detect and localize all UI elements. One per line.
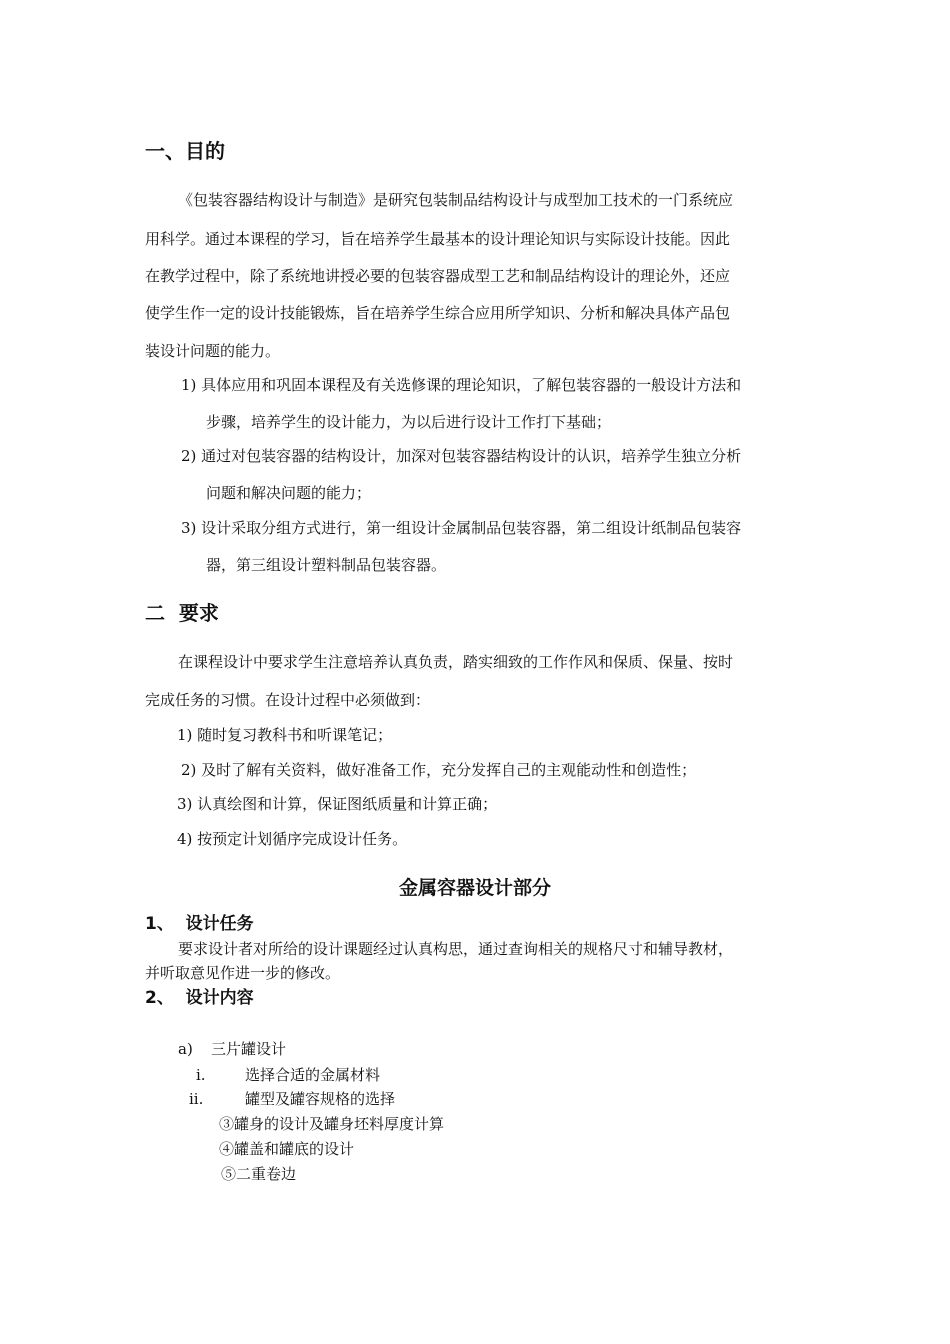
- list-item: 1) 具体应用和巩固本课程及有关选修课的理论知识，了解包装容器的一般设计方法和: [181, 376, 742, 394]
- list-item: 2) 及时了解有关资料，做好准备工作，充分发挥自己的主观能动性和创造性；: [181, 761, 697, 779]
- paragraph-line: 并听取意见作进一步的修改。: [145, 964, 341, 982]
- outline-item-a: 三片罐设计: [211, 1040, 287, 1058]
- list-item-continuation: 器，第三组设计塑料制品包装容器。: [206, 556, 447, 574]
- outline-item-i: 选择合适的金属材料: [245, 1066, 381, 1084]
- section-heading-purpose: 一、目的: [145, 139, 225, 163]
- design-task-heading: 1、 设计任务: [145, 914, 254, 934]
- outline-marker-i: i.: [196, 1066, 206, 1084]
- outline-subitem: ⑤二重卷边: [221, 1165, 297, 1183]
- list-item: 3) 设计采取分组方式进行，第一组设计金属制品包装容器，第二组设计纸制品包装容: [181, 519, 742, 537]
- list-item: 1) 随时复习教科书和听课笔记；: [177, 726, 393, 744]
- outline-marker-a: a): [178, 1040, 193, 1058]
- outline-item-ii: 罐型及罐容规格的选择: [245, 1090, 396, 1108]
- outline-marker-ii: ii.: [189, 1090, 204, 1108]
- paragraph-line: 在教学过程中，除了系统地讲授必要的包装容器成型工艺和制品结构设计的理论外，还应: [145, 267, 731, 285]
- paragraph-line: 装设计问题的能力。: [145, 342, 281, 360]
- paragraph-line: 要求设计者对所给的设计课题经过认真构思，通过查询相关的规格尺寸和辅导教材，: [178, 940, 734, 958]
- paragraph-line: 使学生作一定的设计技能锻炼，旨在培养学生综合应用所学知识、分析和解决具体产品包: [145, 304, 731, 322]
- paragraph-line: 用科学。通过本课程的学习，旨在培养学生最基本的设计理论知识与实际设计技能。因此: [145, 230, 731, 248]
- paragraph-line: 在课程设计中要求学生注意培养认真负责，踏实细致的工作作风和保质、保量、按时: [178, 653, 734, 671]
- list-item: 2) 通过对包装容器的结构设计，加深对包装容器结构设计的认识，培养学生独立分析: [181, 447, 742, 465]
- paragraph-line: 完成任务的习惯。在设计过程中必须做到：: [145, 691, 431, 709]
- list-item: 4) 按预定计划循序完成设计任务。: [177, 830, 408, 848]
- list-item: 3) 认真绘图和计算，保证图纸质量和计算正确；: [177, 795, 498, 813]
- metal-section-title: 金属容器设计部分: [398, 877, 551, 899]
- design-content-heading: 2、 设计内容: [145, 988, 254, 1008]
- outline-subitem: ③罐身的设计及罐身坯料厚度计算: [219, 1115, 445, 1133]
- paragraph-line: 《包装容器结构设计与制造》是研究包装制品结构设计与成型加工技术的一门系统应: [178, 191, 734, 209]
- outline-subitem: ④罐盖和罐底的设计: [219, 1140, 355, 1158]
- list-item-continuation: 步骤，培养学生的设计能力，为以后进行设计工作打下基础；: [206, 413, 612, 431]
- section-heading-requirements: 二 要求: [145, 601, 219, 625]
- list-item-continuation: 问题和解决问题的能力；: [206, 484, 372, 502]
